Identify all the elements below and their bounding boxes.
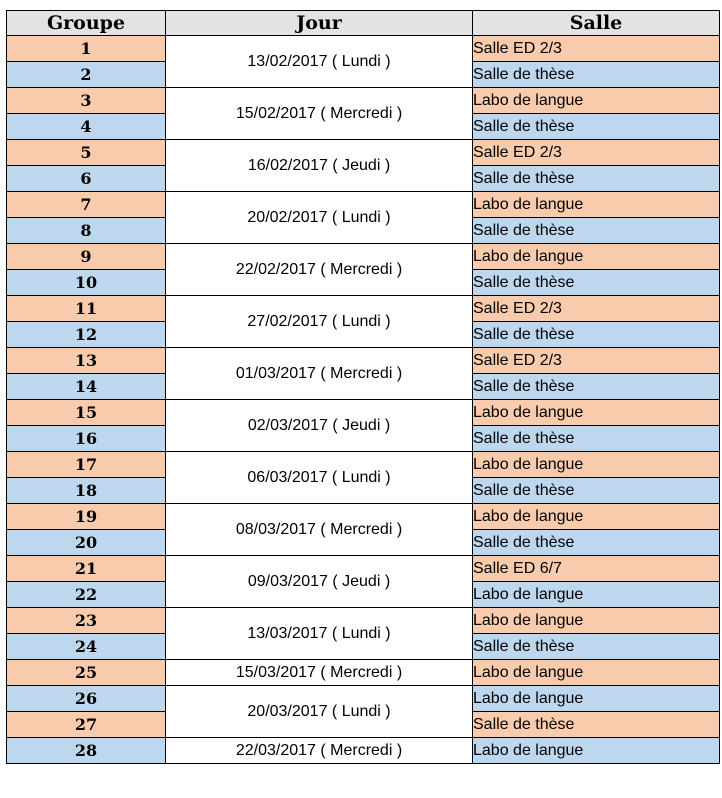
salle-cell: Labo de langue	[473, 88, 720, 114]
table-row	[7, 244, 720, 270]
table-row	[7, 296, 720, 322]
salle-cell: Salle de thèse	[473, 62, 720, 88]
groupe-cell: 3	[7, 88, 166, 114]
groupe-cell: 4	[7, 114, 166, 140]
salle-cell: Salle ED 6/7	[473, 556, 720, 582]
salle-cell: Salle de thèse	[473, 712, 720, 738]
groupe-cell: 7	[7, 192, 166, 218]
jour-cell: 15/02/2017 ( Mercredi )	[166, 88, 473, 140]
salle-cell: Salle de thèse	[473, 218, 720, 244]
salle-cell: Salle de thèse	[473, 270, 720, 296]
jour-cell: 01/03/2017 ( Mercredi )	[166, 348, 473, 400]
groupe-cell: 27	[7, 712, 166, 738]
table-row	[7, 660, 720, 686]
jour-cell: 08/03/2017 ( Mercredi )	[166, 504, 473, 556]
jour-cell: 02/03/2017 ( Jeudi )	[166, 400, 473, 452]
jour-cell: 06/03/2017 ( Lundi )	[166, 452, 473, 504]
groupe-cell: 20	[7, 530, 166, 556]
table-row	[7, 348, 720, 374]
groupe-cell: 24	[7, 634, 166, 660]
header-groupe: Groupe	[7, 11, 166, 36]
table-row	[7, 192, 720, 218]
salle-cell: Labo de langue	[473, 582, 720, 608]
salle-cell: Salle de thèse	[473, 166, 720, 192]
jour-cell: 09/03/2017 ( Jeudi )	[166, 556, 473, 608]
salle-cell: Salle de thèse	[473, 426, 720, 452]
jour-cell: 20/02/2017 ( Lundi )	[166, 192, 473, 244]
groupe-cell: 10	[7, 270, 166, 296]
salle-cell: Labo de langue	[473, 504, 720, 530]
salle-cell: Salle de thèse	[473, 322, 720, 348]
salle-cell: Labo de langue	[473, 244, 720, 270]
table-row	[7, 400, 720, 426]
groupe-cell: 19	[7, 504, 166, 530]
salle-cell: Labo de langue	[473, 452, 720, 478]
jour-cell: 22/02/2017 ( Mercredi )	[166, 244, 473, 296]
groupe-cell: 18	[7, 478, 166, 504]
table-row	[7, 686, 720, 712]
salle-cell: Labo de langue	[473, 738, 720, 764]
salle-cell: Salle de thèse	[473, 530, 720, 556]
groupe-cell: 1	[7, 36, 166, 62]
groupe-cell: 11	[7, 296, 166, 322]
jour-cell: 20/03/2017 ( Lundi )	[166, 686, 473, 738]
salle-cell: Labo de langue	[473, 660, 720, 686]
groupe-cell: 2	[7, 62, 166, 88]
salle-cell: Salle de thèse	[473, 114, 720, 140]
table-row	[7, 140, 720, 166]
schedule-table	[6, 10, 720, 764]
header-salle: Salle	[473, 11, 720, 36]
groupe-cell: 12	[7, 322, 166, 348]
table-row	[7, 504, 720, 530]
groupe-cell: 22	[7, 582, 166, 608]
salle-cell: Salle de thèse	[473, 374, 720, 400]
groupe-cell: 13	[7, 348, 166, 374]
table-row	[7, 608, 720, 634]
table-row	[7, 738, 720, 764]
header-row	[7, 11, 720, 36]
table-body	[7, 36, 720, 764]
salle-cell: Salle de thèse	[473, 634, 720, 660]
salle-cell: Salle ED 2/3	[473, 140, 720, 166]
header-jour: Jour	[166, 11, 473, 36]
groupe-cell: 14	[7, 374, 166, 400]
groupe-cell: 17	[7, 452, 166, 478]
groupe-cell: 23	[7, 608, 166, 634]
groupe-cell: 8	[7, 218, 166, 244]
groupe-cell: 16	[7, 426, 166, 452]
salle-cell: Labo de langue	[473, 400, 720, 426]
jour-cell: 15/03/2017 ( Mercredi )	[166, 660, 473, 686]
groupe-cell: 9	[7, 244, 166, 270]
jour-cell: 22/03/2017 ( Mercredi )	[166, 738, 473, 764]
jour-cell: 27/02/2017 ( Lundi )	[166, 296, 473, 348]
salle-cell: Salle ED 2/3	[473, 348, 720, 374]
table-row	[7, 452, 720, 478]
salle-cell: Salle ED 2/3	[473, 36, 720, 62]
groupe-cell: 25	[7, 660, 166, 686]
salle-cell: Labo de langue	[473, 608, 720, 634]
table-header	[7, 11, 720, 36]
groupe-cell: 28	[7, 738, 166, 764]
jour-cell: 16/02/2017 ( Jeudi )	[166, 140, 473, 192]
salle-cell: Salle de thèse	[473, 478, 720, 504]
groupe-cell: 26	[7, 686, 166, 712]
salle-cell: Labo de langue	[473, 686, 720, 712]
table-row	[7, 88, 720, 114]
groupe-cell: 5	[7, 140, 166, 166]
table-row	[7, 36, 720, 62]
salle-cell: Labo de langue	[473, 192, 720, 218]
groupe-cell: 6	[7, 166, 166, 192]
jour-cell: 13/02/2017 ( Lundi )	[166, 36, 473, 88]
salle-cell: Salle ED 2/3	[473, 296, 720, 322]
groupe-cell: 21	[7, 556, 166, 582]
jour-cell: 13/03/2017 ( Lundi )	[166, 608, 473, 660]
table-row	[7, 556, 720, 582]
groupe-cell: 15	[7, 400, 166, 426]
